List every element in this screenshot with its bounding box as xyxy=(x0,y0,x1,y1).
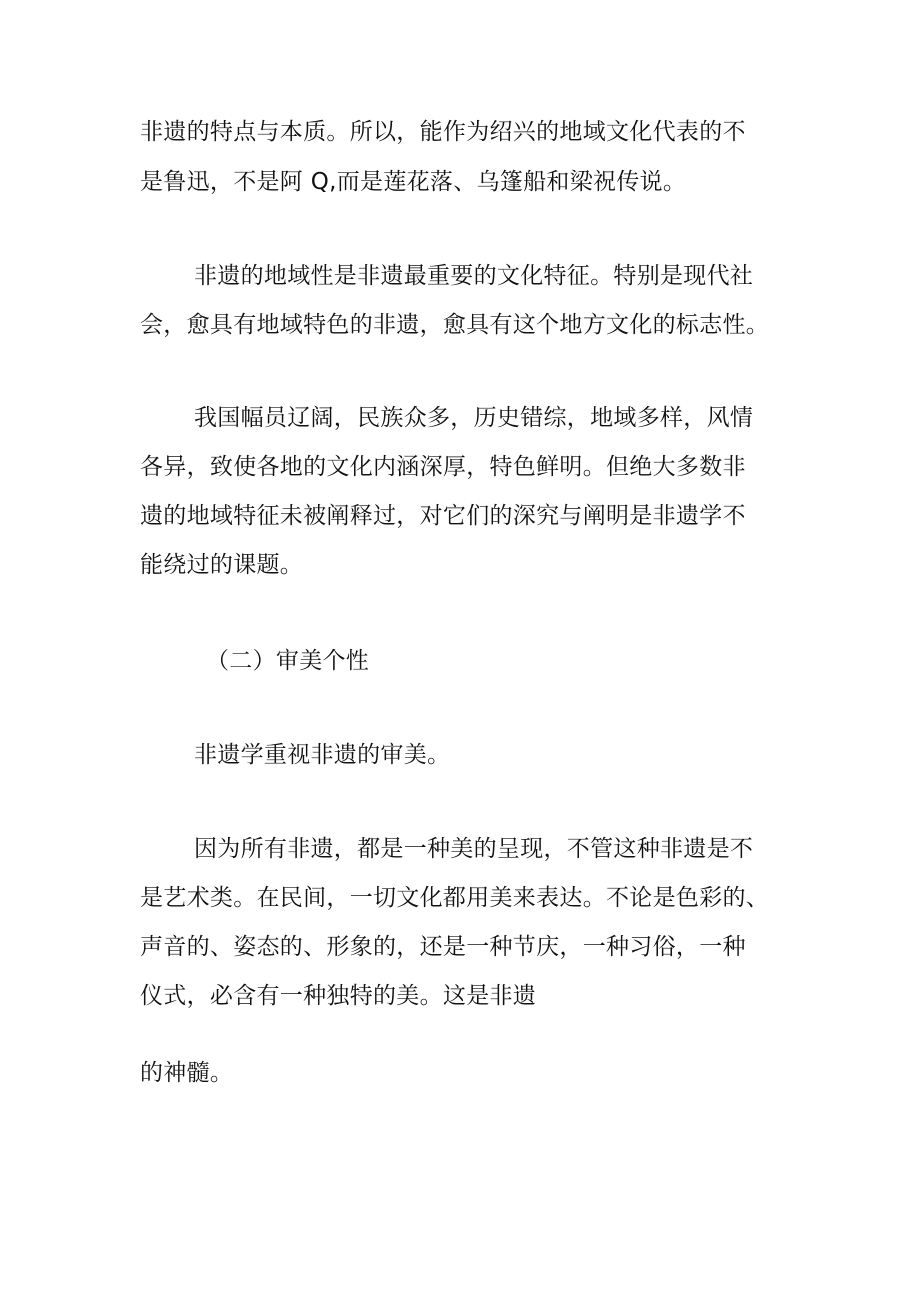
paragraph-3-line-4: 能绕过的课题。 xyxy=(140,552,304,578)
paragraph-6-line-4: 仪式，必含有一种独特的美。这是非遗 xyxy=(140,983,537,1009)
paragraph-1-line-1: 非遗的特点与本质。所以，能作为绍兴的地域文化代表的不 xyxy=(140,119,746,145)
section-heading: （二）审美个性 xyxy=(206,648,370,674)
paragraph-6-line-1: 因为所有非遗，都是一种美的呈现，不管这种非遗是不 xyxy=(194,836,754,862)
paragraph-5-line-1: 非遗学重视非遗的审美。 xyxy=(194,742,451,768)
paragraph-7-line-1: 的神髓。 xyxy=(140,1060,234,1086)
paragraph-3-line-2: 各异，致使各地的文化内涵深厚，特色鲜明。但绝大多数非 xyxy=(140,454,746,480)
paragraph-2-line-2: 会，愈具有地域特色的非遗，愈具有这个地方文化的标志性。 xyxy=(140,312,770,338)
paragraph-2-line-1: 非遗的地域性是非遗最重要的文化特征。特别是现代社 xyxy=(194,263,754,289)
paragraph-3-line-3: 遗的地域特征未被阐释过，对它们的深究与阐明是非遗学不 xyxy=(140,503,746,529)
paragraph-6-line-3: 声音的、姿态的、形象的，还是一种节庆，一种习俗，一种 xyxy=(140,934,746,960)
paragraph-1-line-2: 是鲁迅，不是阿 Q,而是莲花落、乌篷船和梁祝传说。 xyxy=(140,169,687,195)
paragraph-6-line-2: 是艺术类。在民间，一切文化都用美来表达。不论是色彩的、 xyxy=(140,885,770,911)
paragraph-3-line-1: 我国幅员辽阔，民族众多，历史错综，地域多样，风情 xyxy=(194,405,754,431)
